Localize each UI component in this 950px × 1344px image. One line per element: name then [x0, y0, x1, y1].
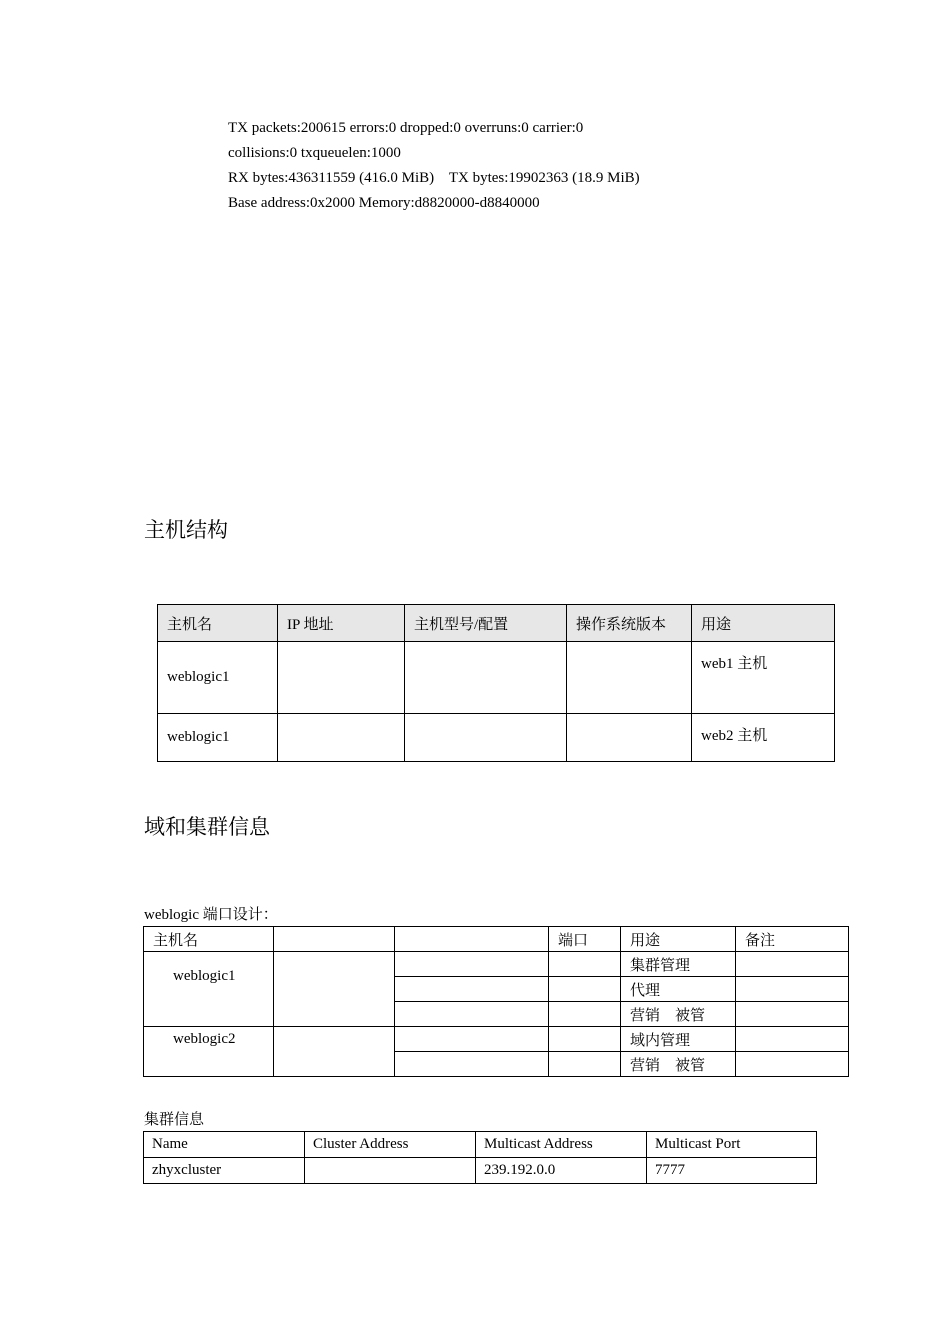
cluster-header-multicast-address: Multicast Address: [476, 1132, 647, 1158]
port-cell-usage: 集群管理: [621, 952, 736, 977]
port-cell-blank: [395, 977, 549, 1002]
table-row: [144, 952, 849, 977]
port-cell-blank: [395, 1052, 549, 1077]
port-cell-usage: 营销 被管: [621, 1052, 736, 1077]
port-cell-port: [549, 1002, 621, 1027]
net-info-line-4: Base address:0x2000 Memory:d8820000-d8840000: [228, 195, 540, 211]
port-table: [143, 926, 849, 1077]
cluster-info-caption: 集群信息: [144, 1112, 205, 1128]
port-header-blank-2: [395, 927, 549, 952]
host-cell-ip: [278, 642, 405, 714]
table-row: [158, 714, 835, 762]
port-cell-blank: [274, 1027, 395, 1077]
cluster-cell-address: [305, 1158, 476, 1184]
port-cell-note: [736, 1052, 849, 1077]
port-cell-note: [736, 1027, 849, 1052]
port-header-hostname: 主机名: [144, 927, 274, 952]
net-info-line-2: collisions:0 txqueuelen:1000: [228, 145, 401, 161]
cluster-header-address: Cluster Address: [305, 1132, 476, 1158]
port-cell-port: [549, 1052, 621, 1077]
cluster-table: [143, 1131, 817, 1184]
port-cell-note: [736, 977, 849, 1002]
table-row: [158, 642, 835, 714]
port-cell-port: [549, 1027, 621, 1052]
net-info-line-1: TX packets:200615 errors:0 dropped:0 overruns:0 carrier:0: [228, 120, 584, 136]
domain-section-title: 域和集群信息: [144, 815, 270, 839]
host-table: [157, 604, 835, 762]
port-cell-note: [736, 952, 849, 977]
port-cell-blank: [274, 952, 395, 1027]
port-cell-host-weblogic2: weblogic2: [144, 1027, 274, 1077]
host-table-header-row: [158, 605, 835, 642]
port-cell-note: [736, 1002, 849, 1027]
port-cell-host-weblogic1: weblogic1: [144, 952, 274, 1027]
table-row: [144, 1027, 849, 1052]
host-cell-ip: [278, 714, 405, 762]
port-cell-port: [549, 952, 621, 977]
cluster-cell-name: zhyxcluster: [144, 1158, 305, 1184]
port-cell-port: [549, 977, 621, 1002]
cluster-table-header-row: [144, 1132, 817, 1158]
host-header-ip: IP 地址: [278, 605, 405, 642]
host-header-model: 主机型号/配置: [405, 605, 567, 642]
port-cell-usage: 域内管理: [621, 1027, 736, 1052]
port-design-caption: weblogic 端口设计：: [144, 907, 278, 923]
port-header-blank-1: [274, 927, 395, 952]
port-table-header-row: [144, 927, 849, 952]
host-header-hostname: 主机名: [158, 605, 278, 642]
port-header-port: 端口: [549, 927, 621, 952]
port-header-usage: 用途: [621, 927, 736, 952]
host-cell-os: [567, 642, 692, 714]
port-header-note: 备注: [736, 927, 849, 952]
host-cell-hostname: weblogic1: [158, 642, 278, 714]
cluster-header-name: Name: [144, 1132, 305, 1158]
cluster-cell-multicast-address: 239.192.0.0: [476, 1158, 647, 1184]
port-cell-usage: 代理: [621, 977, 736, 1002]
host-cell-os: [567, 714, 692, 762]
port-cell-usage: 营销 被管: [621, 1002, 736, 1027]
host-section-title: 主机结构: [144, 518, 228, 542]
host-cell-usage: web1 主机: [692, 642, 835, 714]
host-cell-model: [405, 642, 567, 714]
port-cell-blank: [395, 1002, 549, 1027]
host-cell-model: [405, 714, 567, 762]
host-cell-usage: web2 主机: [692, 714, 835, 762]
net-info-line-3: RX bytes:436311559 (416.0 MiB) TX bytes:19902363 (18.9 MiB): [228, 170, 640, 186]
host-header-usage: 用途: [692, 605, 835, 642]
port-cell-blank: [395, 952, 549, 977]
host-header-os: 操作系统版本: [567, 605, 692, 642]
table-row: [144, 1158, 817, 1184]
cluster-header-multicast-port: Multicast Port: [647, 1132, 817, 1158]
port-cell-blank: [395, 1027, 549, 1052]
host-cell-hostname: weblogic1: [158, 714, 278, 762]
cluster-cell-multicast-port: 7777: [647, 1158, 817, 1184]
